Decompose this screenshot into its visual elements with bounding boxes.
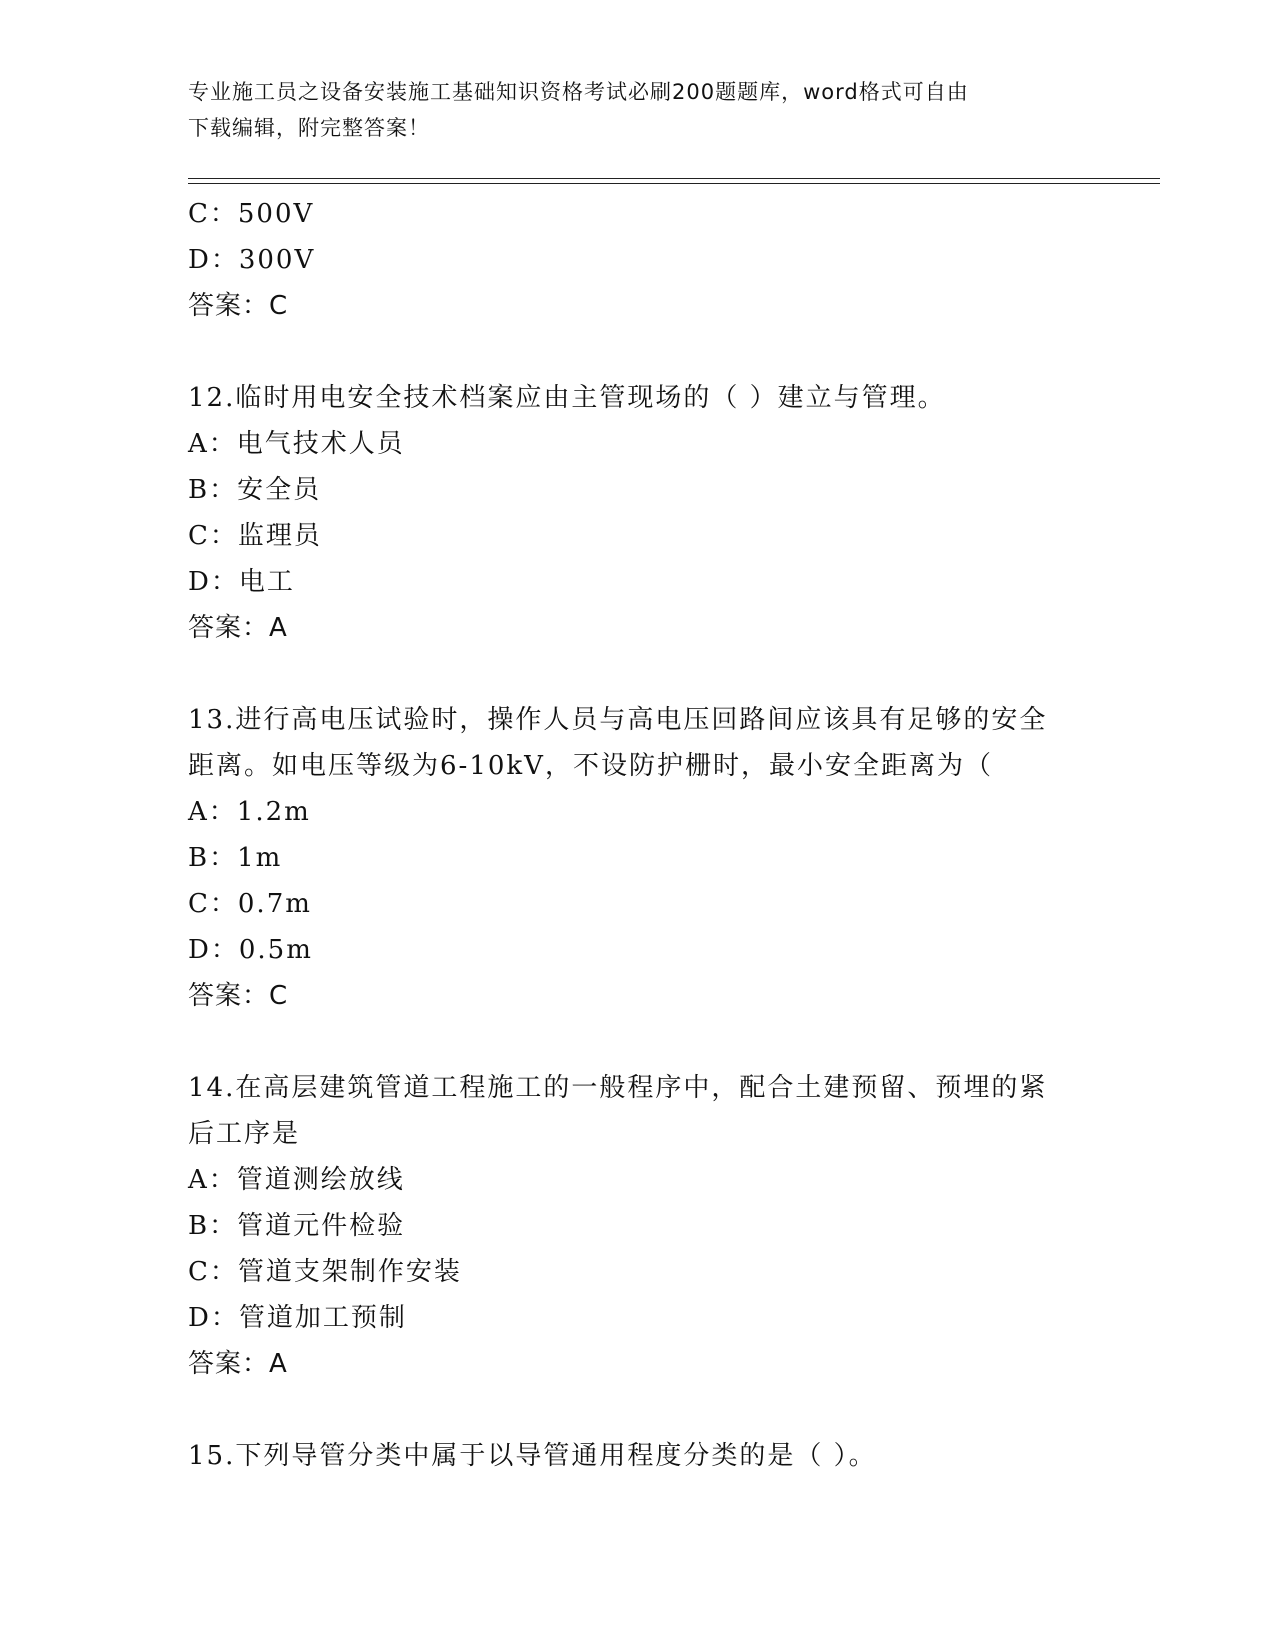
option-d: D：电工: [188, 567, 295, 597]
option-a: A：1.2m: [188, 797, 311, 827]
option-c: C：0.7m: [188, 889, 312, 919]
option-b: B：安全员: [188, 475, 322, 505]
spacer: [188, 651, 1148, 697]
answer-line: 答案：C: [188, 291, 289, 321]
header-title-line-1: 专业施工员之设备安装施工基础知识资格考试必刷200题题库，word格式可自由: [188, 80, 969, 104]
question-block-14: [188, 1065, 1148, 1387]
question-title: 15.下列导管分类中属于以导管通用程度分类的是（ ）。: [188, 1441, 877, 1471]
option-c: C：监理员: [188, 521, 322, 551]
question-block-prev: [188, 191, 1148, 329]
answer-line: 答案：C: [188, 981, 289, 1011]
answer-line: 答案：A: [188, 1349, 288, 1379]
question-block-15: [188, 1433, 1148, 1479]
question-title-line-2: 距离。如电压等级为6-10kV，不设防护栅时，最小安全距离为（: [188, 751, 993, 781]
option-d: D：管道加工预制: [188, 1303, 407, 1333]
question-title: 12.临时用电安全技术档案应由主管现场的（ ）建立与管理。: [188, 383, 946, 413]
header-divider-bottom: [188, 183, 1160, 184]
question-block-12: [188, 375, 1148, 651]
spacer: [188, 329, 1148, 375]
answer-line: 答案：A: [188, 613, 288, 643]
option-b: B：管道元件检验: [188, 1211, 406, 1241]
question-title-line-2: 后工序是: [188, 1119, 301, 1149]
document-header: [188, 74, 1088, 146]
option-b: B：1m: [188, 843, 283, 873]
header-divider-top: [188, 178, 1160, 179]
option-d: D：0.5m: [188, 935, 313, 965]
option-a: A：管道测绘放线: [188, 1165, 405, 1195]
option-c: C：管道支架制作安装: [188, 1257, 462, 1287]
question-title-line-1: 13.进行高电压试验时，操作人员与高电压回路间应该具有足够的安全: [188, 705, 1048, 735]
spacer: [188, 1387, 1148, 1433]
option-d: D：300V: [188, 245, 316, 275]
spacer: [188, 1019, 1148, 1065]
option-a: A：电气技术人员: [188, 429, 405, 459]
question-list: [188, 191, 1148, 1479]
option-c: C：500V: [188, 199, 315, 229]
header-title-line-2: 下载编辑，附完整答案！: [188, 116, 430, 140]
question-title-line-1: 14.在高层建筑管道工程施工的一般程序中，配合土建预留、预埋的紧: [188, 1073, 1048, 1103]
question-block-13: [188, 697, 1148, 1019]
